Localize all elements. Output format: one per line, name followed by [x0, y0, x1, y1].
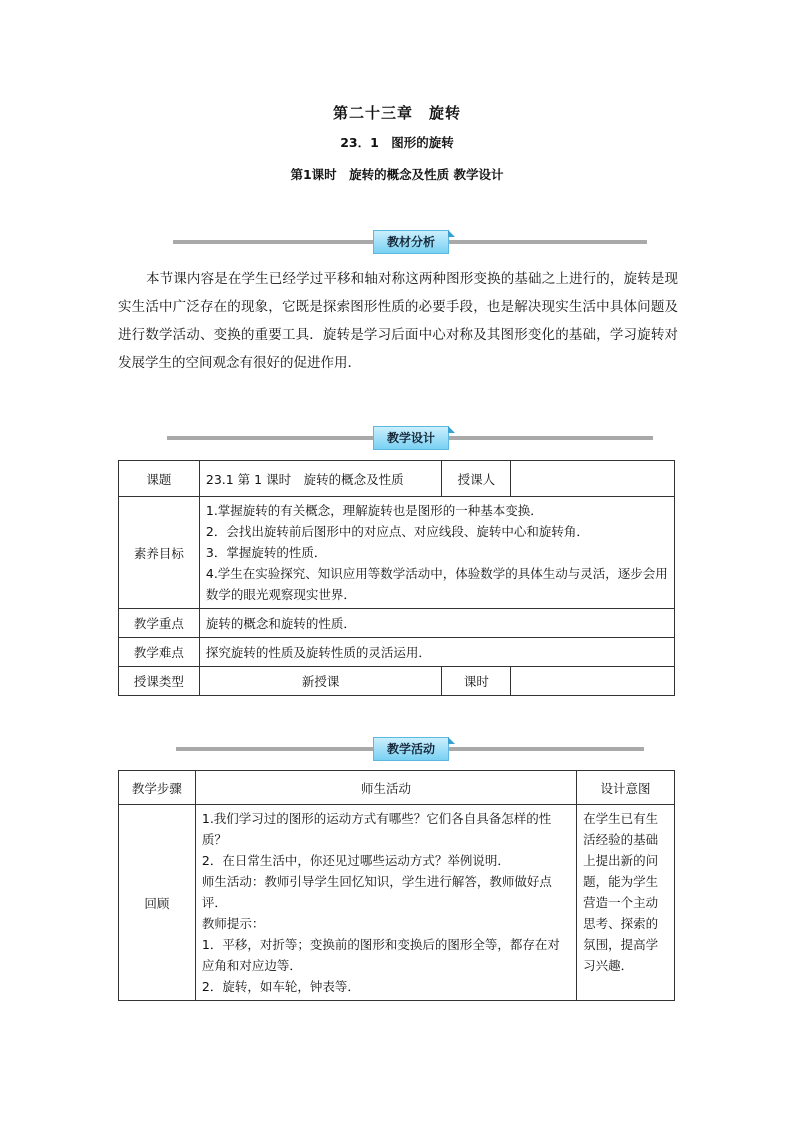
- table-row: [119, 805, 675, 1001]
- table-row: [119, 609, 675, 638]
- goal-item: 1.掌握旋转的有关概念，理解旋转也是图形的一种基本变换．: [205, 503, 543, 518]
- teacher-label: 授课人: [442, 461, 511, 497]
- type-value: 新授课: [199, 667, 442, 696]
- activity-banner-label: 教学活动: [373, 737, 449, 761]
- key-value: 旋转的概念和旋转的性质．: [199, 609, 674, 638]
- design-banner: [167, 426, 653, 450]
- chapter-title: 第二十三章 旋转: [332, 104, 461, 122]
- table-row: [119, 638, 675, 667]
- goal-item: 2．会找出旋转前后图形中的对应点、对应线段、旋转中心和旋转角．: [205, 524, 589, 539]
- goals-label: 素养目标: [119, 497, 200, 609]
- topic-label: 课题: [119, 461, 200, 497]
- activity-line: 2．旋转，如车轮，钟表等．: [201, 979, 360, 994]
- table-row: [119, 497, 675, 609]
- design-banner-label: 教学设计: [373, 426, 449, 450]
- step-cell: 回顾: [119, 805, 196, 1001]
- goals-cell: [199, 497, 674, 609]
- intent-cell: 在学生已有生活经验的基础上提出新的问题，能为学生营造一个主动思考、探索的氛围，提高学习兴趣．: [577, 805, 675, 1001]
- header-step: 教学步骤: [119, 771, 196, 805]
- activity-table: [118, 770, 675, 1001]
- activity-line: 师生活动：教师引导学生回忆知识，学生进行解答，教师做好点评．: [201, 874, 552, 910]
- type-label: 授课类型: [119, 667, 200, 696]
- topic-value: 23.1 第 1 课时 旋转的概念及性质: [199, 461, 442, 497]
- activity-cell: [195, 805, 576, 1001]
- analysis-paragraph: 本节课内容是在学生已经学过平移和轴对称这两种图形变换的基础之上进行的，旋转是现实生活中广泛存在的现象，它既是探索图形性质的必要手段，也是解决现实生活中具体问题及进行数学活动、变换的重要工具．旋转是学习后面中心对称及其图形变化的基础，学习旋转对发展学生的空间观念有很好的促进作用．: [118, 271, 678, 371]
- activity-line: 1．平移，对折等；变换前的图形和变换后的图形全等，都存在对应角和对应边等．: [201, 937, 560, 973]
- table-row: [119, 771, 675, 805]
- analysis-banner-label: 教材分析: [373, 230, 449, 254]
- table-row: [119, 461, 675, 497]
- hours-value: [511, 667, 675, 696]
- design-table: [118, 460, 675, 696]
- goal-item: 3．掌握旋转的性质．: [205, 545, 327, 560]
- section-title: 23．1 图形的旋转: [340, 135, 454, 150]
- header-activity: 师生活动: [195, 771, 576, 805]
- difficulty-label: 教学难点: [119, 638, 200, 667]
- difficulty-value: 探究旋转的性质及旋转性质的灵活运用．: [199, 638, 674, 667]
- lesson-title: 第1课时 旋转的概念及性质 教学设计: [290, 167, 504, 182]
- activity-line: 1.我们学习过的图形的运动方式有哪些？它们各自具备怎样的性质？: [201, 811, 552, 847]
- teacher-value: [511, 461, 675, 497]
- goal-item: 4.学生在实验探究、知识应用等数学活动中，体验数学的具体生动与灵活，逐步会用数学的眼光观察现实世界．: [205, 566, 668, 602]
- hours-label: 课时: [442, 667, 511, 696]
- activity-line: 2．在日常生活中，你还见过哪些运动方式？举例说明．: [201, 853, 510, 868]
- key-label: 教学重点: [119, 609, 200, 638]
- table-row: [119, 667, 675, 696]
- activity-line: 教师提示：: [201, 916, 265, 931]
- header-intent: 设计意图: [577, 771, 675, 805]
- activity-banner: [176, 737, 644, 761]
- analysis-banner: [173, 230, 647, 254]
